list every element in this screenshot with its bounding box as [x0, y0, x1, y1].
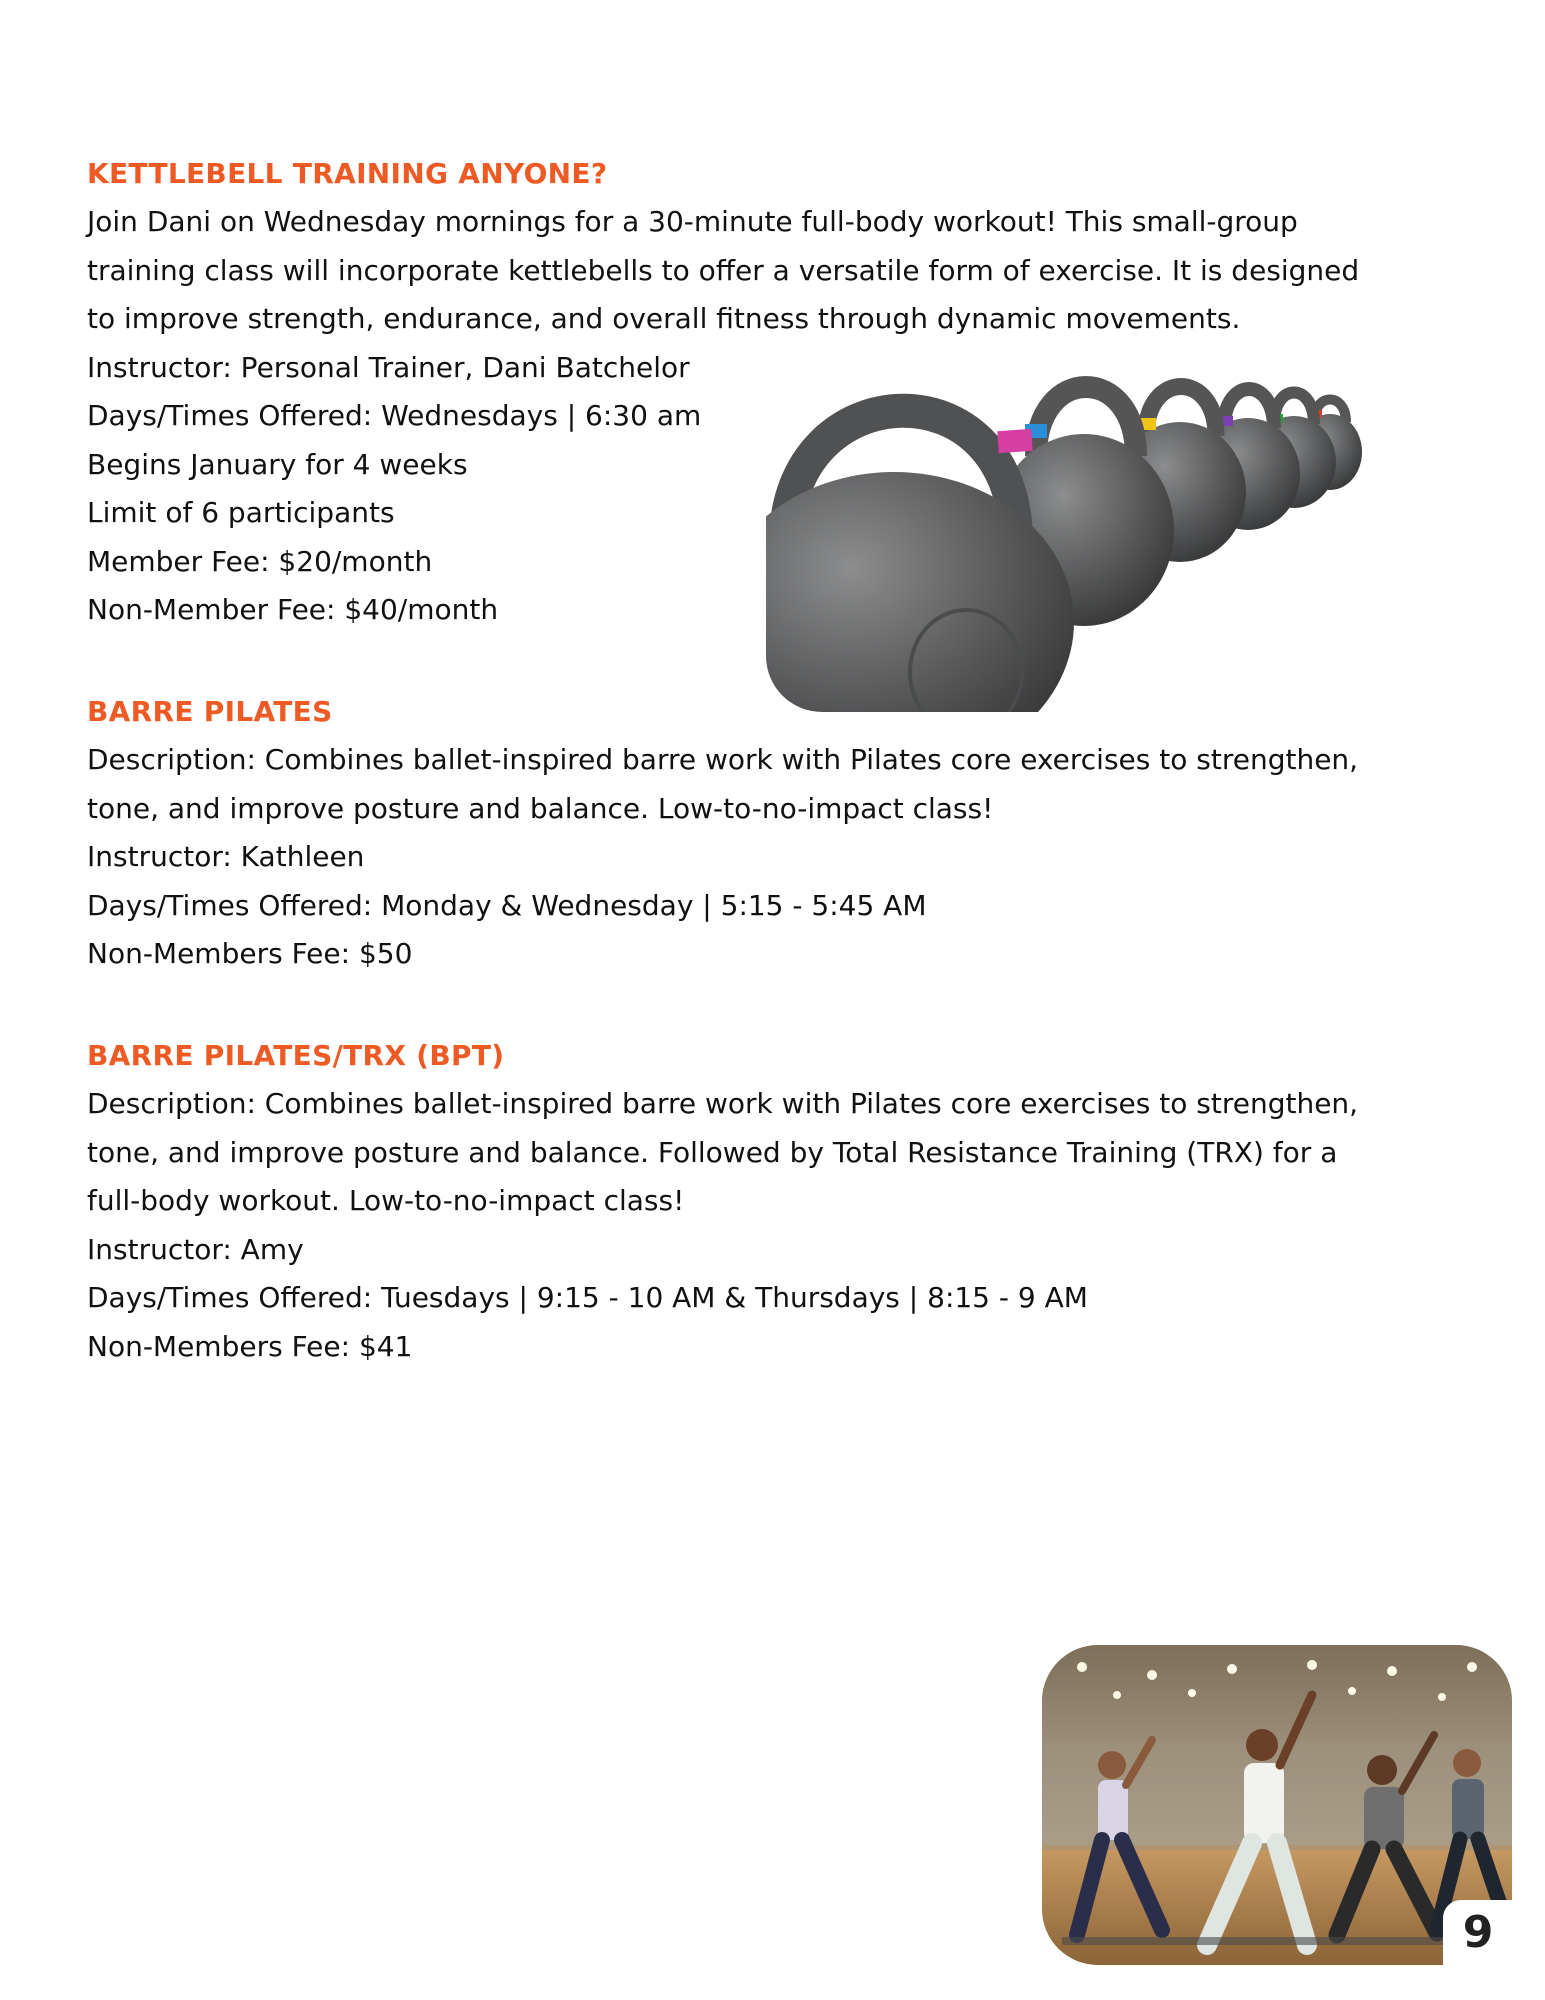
kettlebell-non-member-fee: Non-Member Fee: $40/month	[87, 593, 499, 626]
barre-pilates-heading: BARRE PILATES	[87, 695, 333, 728]
kettlebell-begins: Begins January for 4 weeks	[87, 447, 468, 481]
barre-pilates-trx-description-line: full-body workout. Low-to-no-impact class!	[87, 1184, 685, 1217]
stretching-class-photo	[1042, 1645, 1512, 1965]
kettlebell-description-line: to improve strength, endurance, and overall fitness through dynamic movements.	[87, 302, 1241, 335]
page-number: 9	[1443, 1900, 1513, 1966]
barre-pilates-trx-section	[87, 1032, 1427, 1371]
barre-pilates-trx-heading: BARRE PILATES/TRX (BPT)	[87, 1039, 505, 1072]
kettlebell-instructor: Instructor: Personal Trainer, Dani Batchelor	[87, 350, 690, 384]
kettlebell-member-fee: Member Fee: $20/month	[87, 544, 433, 578]
barre-pilates-trx-non-member-fee: Non-Members Fee: $41	[87, 1329, 413, 1363]
kettlebell-description-line: training class will incorporate kettlebells to offer a versatile form of exercise. It is designed	[87, 253, 1360, 287]
barre-pilates-trx-description-line: tone, and improve posture and balance. Followed by Total Resistance Training (TRX) for a	[87, 1135, 1338, 1169]
kettlebell-heading: KETTLEBELL TRAINING ANYONE?	[87, 157, 608, 190]
barre-pilates-days-times: Days/Times Offered: Monday & Wednesday | 5:15 - 5:45 AM	[87, 888, 927, 922]
barre-pilates-description-line: Description: Combines ballet-inspired barre work with Pilates core exercises to strengthen,	[87, 743, 1359, 776]
barre-pilates-non-member-fee: Non-Members Fee: $50	[87, 937, 413, 970]
kettlebell-days-times: Days/Times Offered: Wednesdays | 6:30 am	[87, 399, 702, 432]
barre-pilates-section	[87, 688, 1427, 979]
barre-pilates-trx-days-times: Days/Times Offered: Tuesdays | 9:15 - 10 AM & Thursdays | 8:15 - 9 AM	[87, 1281, 1088, 1314]
barre-pilates-description-line: tone, and improve posture and balance. Low-to-no-impact class!	[87, 791, 994, 825]
kettlebell-limit: Limit of 6 participants	[87, 496, 395, 529]
kettlebell-description-line: Join Dani on Wednesday mornings for a 30-minute full-body workout! This small-group	[87, 205, 1298, 238]
barre-pilates-trx-instructor: Instructor: Amy	[87, 1232, 304, 1266]
barre-pilates-trx-description-line: Description: Combines ballet-inspired barre work with Pilates core exercises to strengthen,	[87, 1087, 1359, 1120]
barre-pilates-instructor: Instructor: Kathleen	[87, 840, 365, 873]
kettlebells-photo	[766, 352, 1366, 712]
